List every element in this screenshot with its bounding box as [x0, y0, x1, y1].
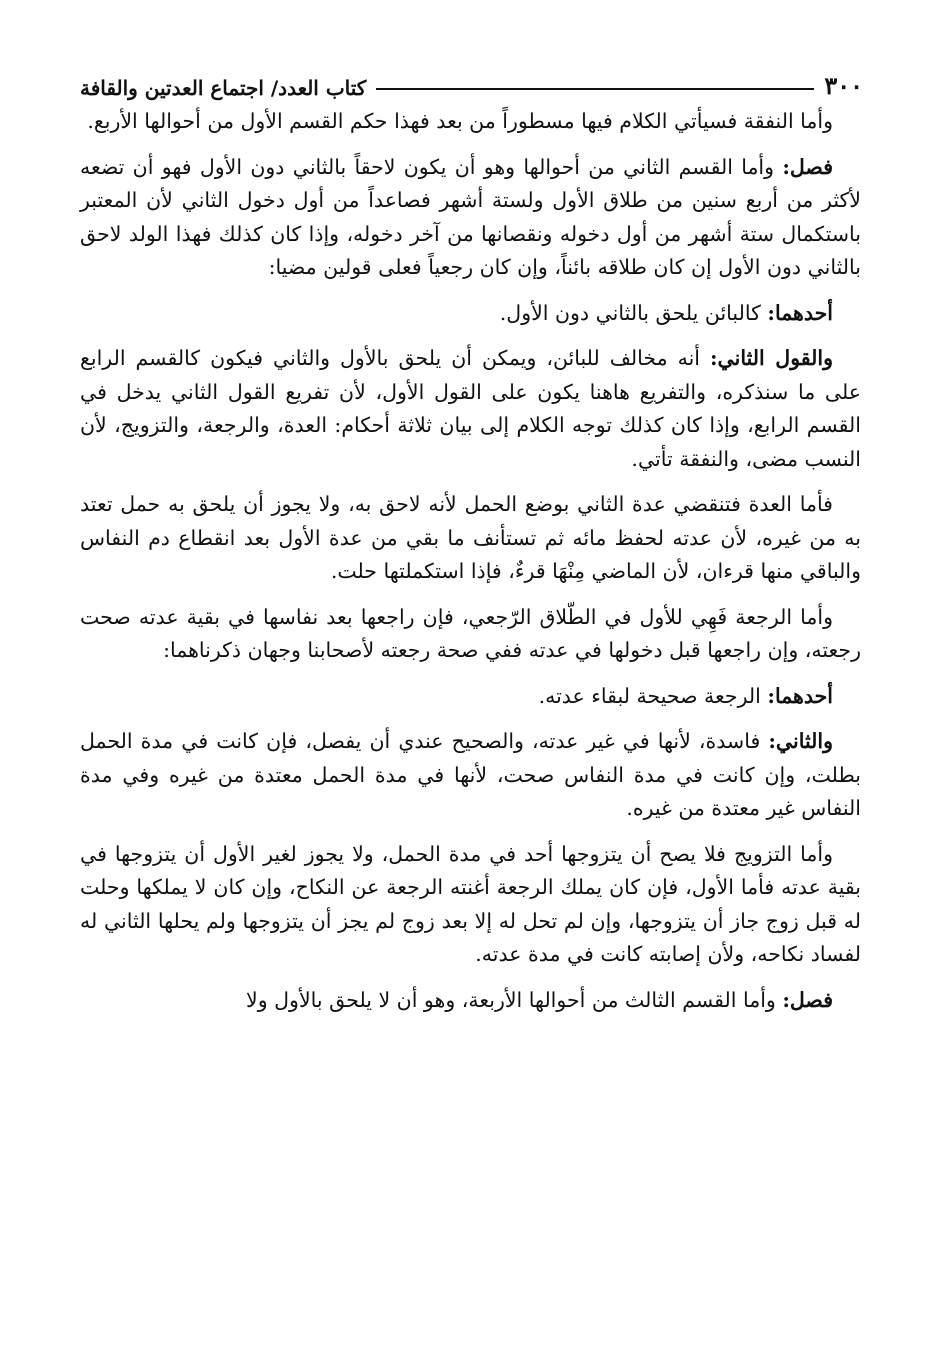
paragraph-label: والقول الثاني:: [709, 346, 833, 370]
running-title: كتاب العدد/ اجتماع العدتين والقافة: [80, 76, 367, 100]
paragraph-label: أحدهما:: [767, 300, 833, 325]
paragraph-label: أحدهما:: [767, 683, 833, 708]
page-header: [80, 66, 863, 100]
paragraph-text: وأما القسم الثالث من أحوالها الأربعة، وهو أن لا يلحق بالأول ولا: [246, 987, 783, 1012]
paragraph: [80, 838, 861, 972]
paragraph: [80, 342, 861, 476]
paragraph: [80, 725, 861, 826]
page-number: ٣٠٠: [824, 71, 863, 100]
paragraph: [80, 680, 861, 714]
paragraph-text: وأما الرجعة فَهِي للأول في الطّلاق الرّجعي، فإن راجعها بعد نفاسها في بقية عدته صحت رجعته، وإن راجعها قبل دخولها في عدته ففي صحة رجعته لأصحابنا وجهان ذكرناهما:: [80, 604, 861, 662]
paragraph: [80, 297, 861, 331]
paragraph-text: وأما القسم الثاني من أحوالها وهو أن يكون لاحقاً بالثاني دون الأول فهو أن تضعه لأكثر من أربع سنين من طلاق الأول ولستة أشهر فصاعداً من أول دخول الثاني لأن المعتبر باستكمال ستة أشهر من أول دخوله ونقصانها من آخر دخوله، وإذا كان كذلك فهذا الولد لاحق بالثاني دون الأول إن كان طلاقه بائناً، وإن كان رجعياً فعلى قولين مضيا:: [80, 154, 861, 279]
paragraph: [80, 601, 861, 668]
paragraph-text: كالبائن يلحق بالثاني دون الأول.: [499, 300, 768, 325]
header-rule: [376, 88, 814, 90]
paragraph-label: فصل:: [782, 154, 833, 179]
paragraph: [80, 105, 861, 139]
paragraph: [80, 151, 861, 285]
paragraph-text: وأما النفقة فسيأتي الكلام فيها مسطوراً من بعد فهذا حكم القسم الأول من أحوالها الأربع.: [87, 109, 833, 133]
paragraph-text: وأما التزويج فلا يصح أن يتزوجها أحد في مدة الحمل، ولا يجوز لغير الأول أن يتزوجها في بقية عدته فأما الأول، فإن كان يملك الرجعة أغنته الرجعة عن النكاح، وإن كان لا يملكها وحلت له قبل زوج جاز أن يتزوجها، وإن لم تحل له إلا بعد زوج لم يجز أن يتزوجها ولم يحلها الثاني له لفساد نكاحه، ولأن إصابته كانت في مدة عدته.: [80, 841, 861, 966]
paragraph: [80, 488, 861, 589]
paragraph-text: فاسدة، لأنها في غير عدته، والصحيح عندي أن يفصل، فإن كانت في مدة الحمل بطلت، وإن كانت في مدة النفاس صحت، لأنها في مدة الحمل معتدة من غيره وفي مدة النفاس غير معتدة من غيره.: [80, 729, 861, 820]
paragraph-text: أنه مخالف للبائن، ويمكن أن يلحق بالأول والثاني فيكون كالقسم الرابع على ما سنذكره، والتفريع هاهنا يكون على القول الأول، لأن تفريع القول الثاني يدخل في القسم الرابع، وإذا كان كذلك توجه الكلام إلى بيان ثلاثة أحكام: العدة، والرجعة، والتزويج، لأن النسب مضى، والنفقة تأتي.: [80, 346, 861, 471]
paragraph: [80, 984, 861, 1018]
paragraph-label: والثاني:: [768, 729, 833, 753]
paragraph-text: فأما العدة فتنقضي عدة الثاني بوضع الحمل لأنه لاحق به، ولا يجوز أن يلحق به حمل تعتد به من غيره، لأن عدته لحفظ مائه ثم تستأنف ما بقي من عدة الأول بعد انقطاع دم النفاس والباقي منها قرءان، لأن الماضي مِنْهَا قرءٌ، فإذا استكملتها حلت.: [80, 492, 861, 583]
paragraph-label: فصل:: [782, 987, 833, 1012]
paragraph-text: الرجعة صحيحة لبقاء عدته.: [538, 683, 768, 708]
body-text: [80, 105, 861, 1029]
